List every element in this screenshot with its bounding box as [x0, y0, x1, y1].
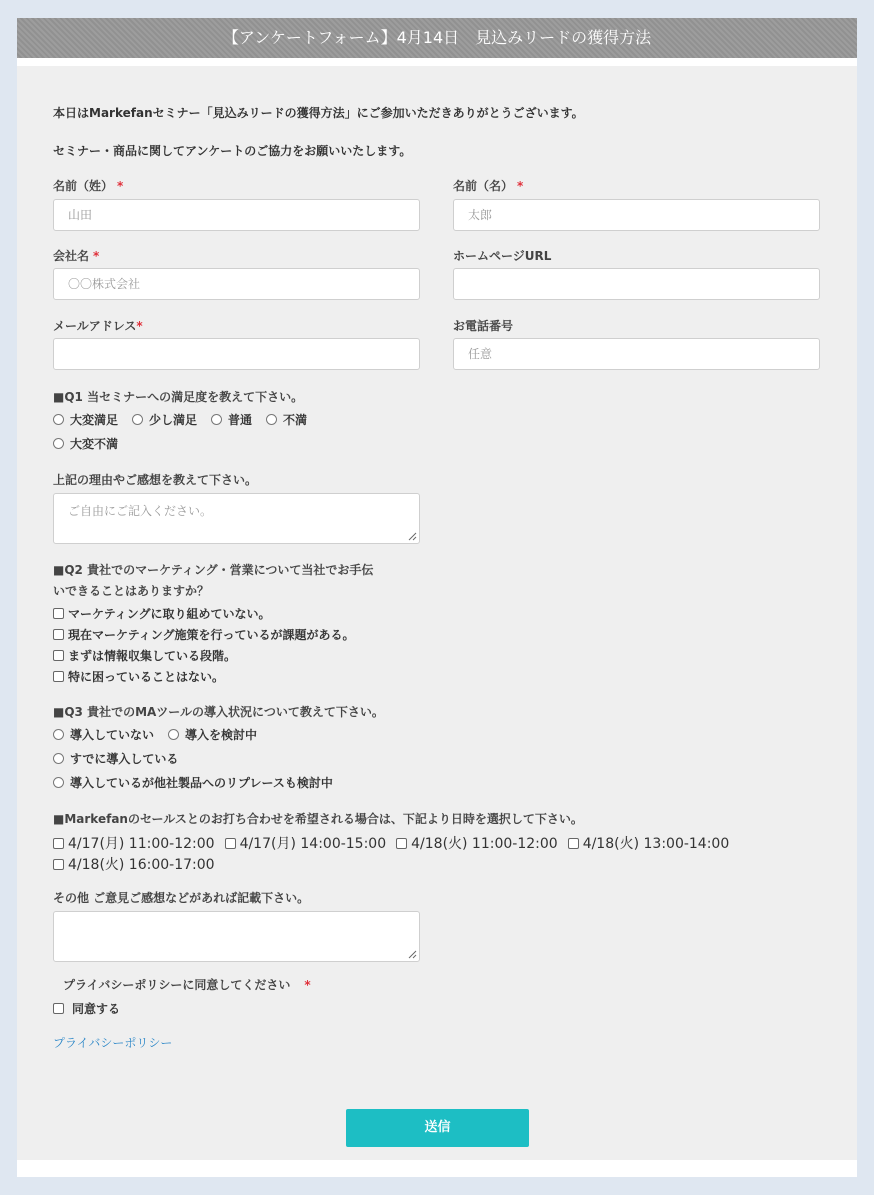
resize-grip-icon[interactable]: [408, 950, 417, 959]
company-input[interactable]: 〇〇株式会社: [53, 268, 420, 300]
checkbox-icon[interactable]: [53, 629, 64, 640]
radio-icon[interactable]: [168, 729, 179, 740]
meeting-slot-2[interactable]: 4/17(月) 14:00-15:00: [225, 833, 387, 853]
comments-label: その他 ご意見ご感想などがあれば記載下さい。: [53, 891, 310, 905]
checkbox-icon[interactable]: [53, 671, 64, 682]
intro-text-2: セミナー・商品に関してアンケートのご協力をお願いいたします。: [53, 144, 412, 158]
checkbox-icon[interactable]: [225, 838, 236, 849]
checkbox-icon[interactable]: [53, 859, 64, 870]
q1-option-neutral[interactable]: 普通: [211, 411, 252, 428]
q3-option-not-introduced[interactable]: 導入していない: [53, 726, 154, 743]
required-mark: *: [93, 249, 100, 263]
reason-placeholder: ご自由にご記入ください。: [68, 504, 213, 518]
homepage-label: ホームページURL: [453, 249, 552, 263]
checkbox-icon[interactable]: [396, 838, 407, 849]
checkbox-icon[interactable]: [568, 838, 579, 849]
privacy-policy-link[interactable]: プライバシーポリシー: [53, 1036, 173, 1050]
radio-icon[interactable]: [132, 414, 143, 425]
checkbox-icon[interactable]: [53, 650, 64, 661]
meeting-slots-row-1: [53, 833, 739, 853]
resize-grip-icon[interactable]: [408, 532, 417, 541]
radio-icon[interactable]: [211, 414, 222, 425]
phone-input[interactable]: 任意: [453, 338, 820, 370]
q2-option-researching[interactable]: まずは情報収集している段階。: [53, 647, 236, 664]
radio-icon[interactable]: [53, 777, 64, 788]
intro-text-1: 本日はMarkefanセミナー「見込みリードの獲得方法」にご参加いただきありがとうございます。: [53, 106, 584, 120]
required-mark: *: [517, 179, 524, 193]
q3-option-replacing[interactable]: 導入しているが他社製品へのリプレースも検討中: [53, 774, 333, 791]
phone-label: お電話番号: [453, 319, 514, 333]
last-name-input[interactable]: 山田: [53, 199, 420, 231]
reason-label: 上記の理由やご感想を教えて下さい。: [53, 473, 258, 487]
radio-icon[interactable]: [53, 438, 64, 449]
submit-button[interactable]: 送信: [346, 1109, 529, 1147]
radio-icon[interactable]: [53, 753, 64, 764]
q1-options-row-1: [53, 411, 321, 428]
radio-icon[interactable]: [53, 414, 64, 425]
q1-option-very-dissatisfied[interactable]: 大変不満: [53, 435, 118, 452]
required-mark: *: [117, 179, 124, 193]
q1-label: ■Q1 当セミナーへの満足度を教えて下さい。: [53, 390, 304, 404]
form-card: [17, 18, 857, 1177]
company-label: 会社名 *: [53, 249, 100, 263]
checkbox-icon[interactable]: [53, 1003, 64, 1014]
first-name-input[interactable]: 太郎: [453, 199, 820, 231]
radio-icon[interactable]: [53, 729, 64, 740]
q1-option-very-satisfied[interactable]: 大変満足: [53, 411, 118, 428]
q1-option-dissatisfied[interactable]: 不満: [266, 411, 307, 428]
meeting-slot-1[interactable]: 4/17(月) 11:00-12:00: [53, 833, 215, 853]
meeting-slot-4[interactable]: 4/18(火) 13:00-14:00: [568, 833, 730, 853]
radio-icon[interactable]: [266, 414, 277, 425]
last-name-label: 名前（姓） *: [53, 179, 124, 193]
q2-label-line-1: ■Q2 貴社でのマーケティング・営業について当社でお手伝: [53, 563, 374, 577]
q1-option-somewhat-satisfied[interactable]: 少し満足: [132, 411, 197, 428]
meeting-slot-3[interactable]: 4/18(火) 11:00-12:00: [396, 833, 558, 853]
q3-label: ■Q3 貴社でのMAツールの導入状況について教えて下さい。: [53, 705, 384, 719]
first-name-label: 名前（名） *: [453, 179, 524, 193]
homepage-input[interactable]: [453, 268, 820, 300]
q2-option-no-issues[interactable]: 特に困っていることはない。: [53, 668, 224, 685]
required-mark: *: [304, 978, 311, 992]
meeting-slot-5[interactable]: 4/18(火) 16:00-17:00: [53, 854, 215, 874]
q2-option-has-issues[interactable]: 現在マーケティング施策を行っているが課題がある。: [53, 626, 355, 643]
privacy-agree-checkbox[interactable]: 同意する: [53, 1000, 120, 1017]
q2-label-line-2: いできることはありますか？: [53, 584, 210, 598]
meeting-label: ■Markefanのセールスとのお打ち合わせを希望される場合は、下記より日時を選択して下さい。: [53, 812, 583, 826]
q1-options-row-2: [53, 435, 132, 452]
email-input[interactable]: [53, 338, 420, 370]
q3-option-considering[interactable]: 導入を検討中: [168, 726, 257, 743]
q3-options-row-1: [53, 726, 271, 743]
q3-option-introduced[interactable]: すでに導入している: [53, 750, 178, 767]
form-area: [17, 66, 857, 1160]
reason-textarea[interactable]: [53, 493, 420, 544]
email-label: メールアドレス*: [53, 319, 143, 333]
checkbox-icon[interactable]: [53, 838, 64, 849]
checkbox-icon[interactable]: [53, 608, 64, 619]
form-title: 【アンケートフォーム】4月14日 見込みリードの獲得方法: [17, 18, 857, 58]
privacy-consent-label: プライバシーポリシーに同意してください *: [63, 978, 311, 992]
q2-option-not-started[interactable]: マーケティングに取り組めていない。: [53, 605, 271, 622]
required-mark: *: [136, 319, 143, 333]
comments-textarea[interactable]: [53, 911, 420, 962]
